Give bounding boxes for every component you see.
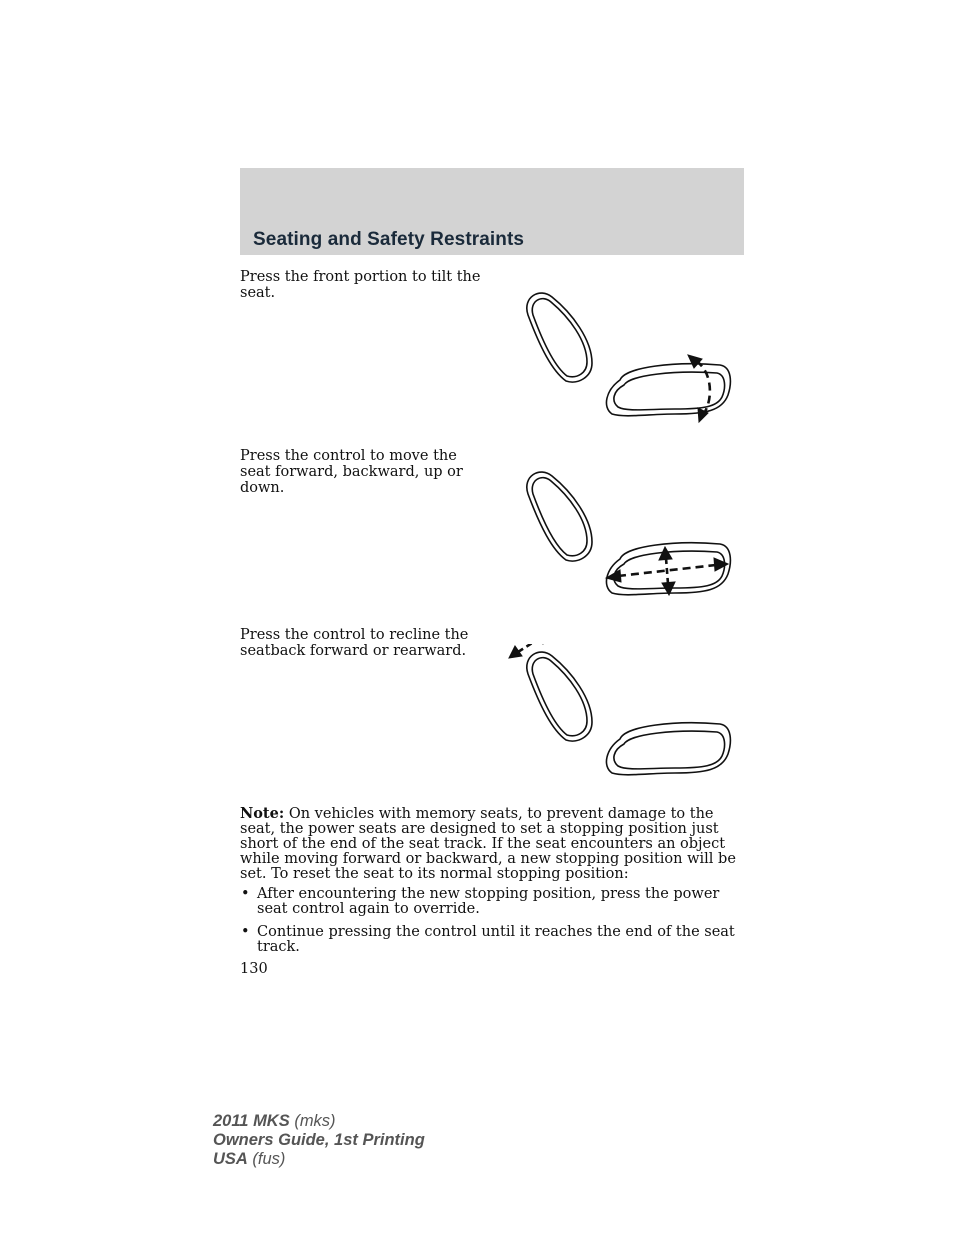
list-item: • Continue pressing the control until it reaches the end of the seat track.: [240, 925, 744, 955]
seat-move-diagram: [500, 464, 740, 624]
note-text: On vehicles with memory seats, to prevent damage to the seat, the power seats are designed to set a stopping position just short of the end of the seat track. If the seat encounters an object while moving forward or backward, a new stopping position will be set. To reset the seat to its normal stopping position:: [240, 806, 736, 882]
seat-cushion-control: [606, 364, 730, 416]
note-paragraph: [240, 806, 744, 882]
step-recline-text: Press the control to recline the seatback forward or rearward.: [240, 627, 469, 659]
section-header-band: [240, 168, 744, 255]
reset-steps-list: [240, 887, 744, 963]
seatback-control: [527, 472, 592, 561]
step-move-text: Press the control to move the seat forward, backward, up or down.: [240, 448, 463, 496]
footer-model: 2011 MKS: [213, 1112, 290, 1130]
document-footer: [213, 1112, 425, 1169]
section-title: Seating and Safety Restraints: [253, 229, 525, 250]
page-number: 130: [240, 961, 268, 977]
recline-arrow: [509, 644, 551, 658]
seat-tilt-diagram: [500, 285, 740, 445]
footer-guide: Owners Guide, 1st Printing: [213, 1131, 425, 1149]
seatback-control: [527, 652, 592, 741]
list-item: • After encountering the new stopping position, press the power seat control again to override.: [240, 887, 744, 917]
tilt-arrow: [688, 355, 710, 422]
footer-model-code: (mks): [289, 1112, 336, 1130]
step-tilt-text: Press the front portion to tilt the seat.: [240, 269, 481, 301]
seatback-control: [527, 293, 592, 382]
seat-cushion-control: [606, 723, 730, 775]
footer-line-guide: [213, 1131, 425, 1150]
seat-recline-diagram: [500, 644, 740, 804]
footer-line-market: [213, 1150, 425, 1169]
footer-line-model: [213, 1112, 425, 1131]
footer-market: USA: [213, 1150, 248, 1168]
footer-market-code: (fus): [247, 1150, 286, 1168]
note-label: Note:: [240, 805, 285, 822]
